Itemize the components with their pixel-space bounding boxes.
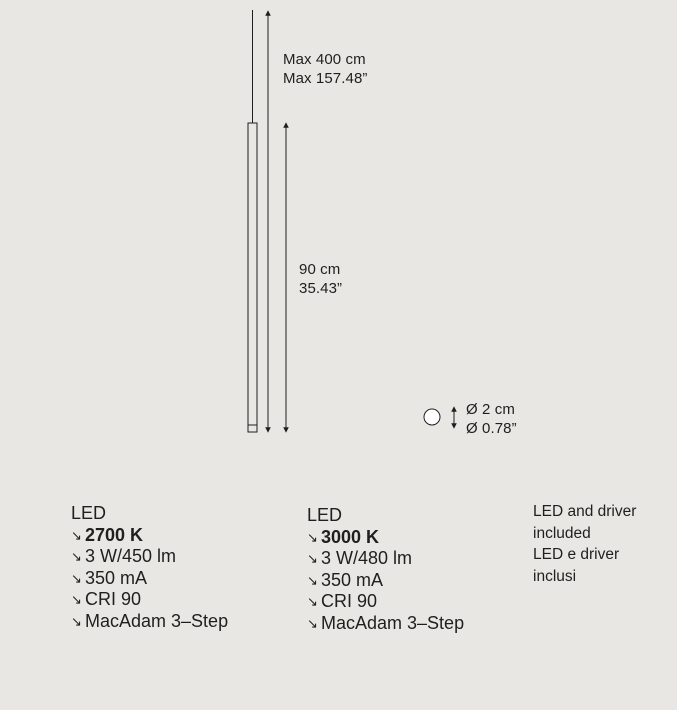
- spec-item-macadam: ↘ MacAdam 3–Step: [71, 610, 229, 631]
- spec-item-color-temperature: ↘ 2700 K: [71, 524, 144, 545]
- cross-section-circle: [424, 409, 440, 425]
- spec-item-power: ↘ 3 W/450 lm: [71, 546, 177, 566]
- arrow-down-right-icon: ↘: [71, 613, 82, 629]
- spec-item-macadam: ↘ MacAdam 3–Step: [307, 612, 465, 633]
- arrow-down-right-icon: ↘: [71, 549, 82, 564]
- diameter-metric: Ø 2 cm: [466, 401, 515, 418]
- arrow-down-right-icon: ↘: [307, 529, 318, 545]
- arrow-down-right-icon: ↘: [307, 594, 318, 609]
- total-height-imperial: Max 157.48”: [283, 70, 368, 87]
- spec-item-current: ↘ 350 mA: [307, 569, 384, 590]
- arrow-down-right-icon: ↘: [71, 592, 82, 607]
- diameter-imperial: Ø 0.78”: [466, 420, 517, 437]
- driver-note-line: LED and driver: [533, 503, 637, 520]
- spec-item-current: ↘ 350 mA: [71, 567, 148, 588]
- spec-heading: LED: [71, 503, 107, 523]
- body-height-label: [299, 260, 342, 298]
- diameter-label: [466, 400, 517, 438]
- spec-item-color-temperature: ↘ 3000 K: [307, 526, 380, 547]
- spec-block-3000k: [307, 505, 464, 634]
- lamp-body: [248, 123, 257, 432]
- driver-note-line: inclusi: [533, 567, 577, 585]
- body-height-imperial: 35.43”: [299, 280, 343, 297]
- spec-item-cri: ↘ CRI 90: [307, 591, 378, 611]
- driver-note-line: included: [533, 524, 591, 542]
- spec-item-power: ↘ 3 W/480 lm: [307, 548, 413, 568]
- total-height-label: [283, 50, 367, 88]
- arrow-down-right-icon: ↘: [307, 615, 318, 631]
- total-height-metric: Max 400 cm: [283, 51, 366, 68]
- driver-note: [533, 501, 636, 587]
- driver-note-line: LED e driver: [533, 546, 620, 563]
- arrow-down-right-icon: ↘: [71, 527, 82, 543]
- spec-heading: LED: [307, 505, 343, 525]
- spec-block-2700k: [71, 503, 228, 632]
- arrow-down-right-icon: ↘: [71, 570, 82, 586]
- arrow-down-right-icon: ↘: [307, 572, 318, 588]
- spec-item-cri: ↘ CRI 90: [71, 589, 142, 609]
- arrow-down-right-icon: ↘: [307, 551, 318, 566]
- body-height-metric: 90 cm: [299, 261, 341, 278]
